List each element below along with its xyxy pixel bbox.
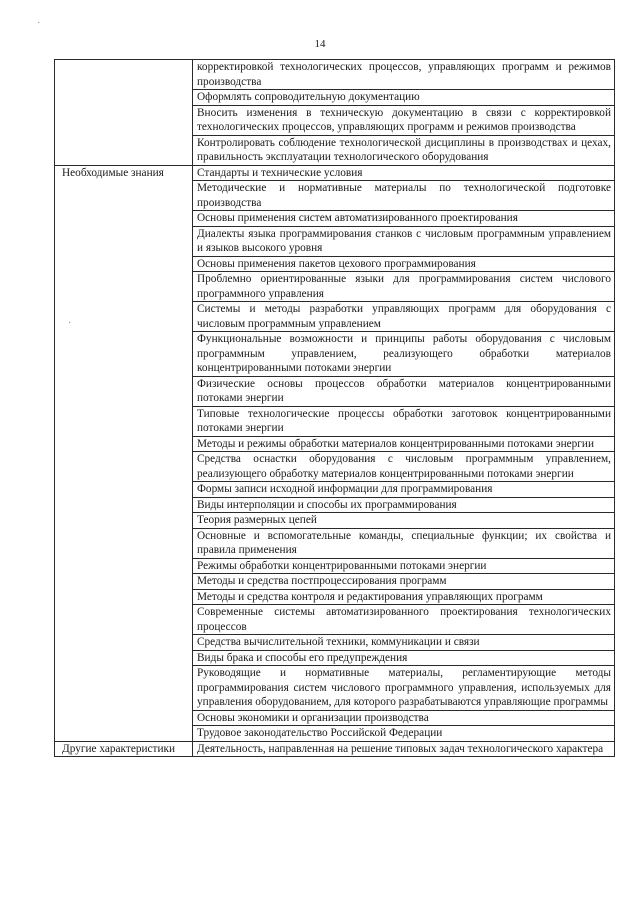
- section-label: Другие характеристики: [55, 741, 193, 757]
- section-label: Необходимые знания: [55, 165, 193, 741]
- qualification-table: [54, 59, 615, 757]
- requirement-item: Режимы обработки концентрированными потоками энергии: [193, 558, 615, 574]
- requirement-item: Теория размерных цепей: [193, 513, 615, 529]
- requirement-item: Функциональные возможности и принципы работы оборудования с числовым программным управлением, реализующего обработки материалов концентрированными потоками энергии: [193, 332, 615, 377]
- requirement-item: Методы и средства постпроцессирования программ: [193, 574, 615, 590]
- page-number: 14: [314, 38, 326, 50]
- requirement-item: Типовые технологические процессы обработки заготовок концентрированными потоками энергии: [193, 406, 615, 436]
- requirement-item: Методы и средства контроля и редактирования управляющих программ: [193, 589, 615, 605]
- requirement-item: Деятельность, направленная на решение типовых задач технологического характера: [193, 741, 615, 757]
- requirement-item: Основы экономики и организации производства: [193, 710, 615, 726]
- table-row: [55, 741, 615, 757]
- requirement-item: Оформлять сопроводительную документацию: [193, 90, 615, 106]
- requirement-item: Руководящие и нормативные материалы, регламентирующие методы программирования систем числового программного управления, используемых для управления оборудованием, для которого разрабатываются управляющие программы: [193, 666, 615, 711]
- scan-speck: ·: [37, 18, 41, 29]
- requirement-item: Методы и режимы обработки материалов концентрированными потоками энергии: [193, 436, 615, 452]
- requirement-item: Средства вычислительной техники, коммуникации и связи: [193, 635, 615, 651]
- requirement-item: Средства оснастки оборудования с числовым программным управлением, реализующего обработку материалов концентрированными потоками энергии: [193, 452, 615, 482]
- table-body: [55, 60, 615, 757]
- requirement-item: корректировкой технологических процессов, управляющих программ и режимов производства: [193, 60, 615, 90]
- requirement-item: Проблемно ориентированные языки для программирования систем числового программного управления: [193, 272, 615, 302]
- requirement-item: Трудовое законодательство Российской Федерации: [193, 726, 615, 742]
- section-label: [55, 60, 193, 166]
- scan-speck: ·: [68, 318, 72, 329]
- requirement-item: Диалекты языка программирования станков с числовым программным управлением и языков высокого уровня: [193, 226, 615, 256]
- table-row: [55, 165, 615, 181]
- requirement-item: Стандарты и технические условия: [193, 165, 615, 181]
- requirement-item: Контролировать соблюдение технологической дисциплины в производствах и цехах, правильность эксплуатации технологического оборудования: [193, 135, 615, 165]
- requirement-item: Основы применения систем автоматизированного проектирования: [193, 211, 615, 227]
- requirement-item: Основы применения пакетов цехового программирования: [193, 256, 615, 272]
- requirement-item: Виды брака и способы его предупреждения: [193, 650, 615, 666]
- requirement-item: Современные системы автоматизированного проектирования технологических процессов: [193, 605, 615, 635]
- requirement-item: Формы записи исходной информации для программирования: [193, 482, 615, 498]
- requirement-item: Методические и нормативные материалы по технологической подготовке производства: [193, 181, 615, 211]
- requirement-item: Основные и вспомогательные команды, специальные функции; их свойства и правила применения: [193, 528, 615, 558]
- requirement-item: Вносить изменения в техническую документацию в связи с корректировкой технологических процессов, управляющих программ и режимов производства: [193, 105, 615, 135]
- requirement-item: Системы и методы разработки управляющих программ для оборудования с числовым программным управлением: [193, 302, 615, 332]
- requirement-item: Виды интерполяции и способы их программирования: [193, 497, 615, 513]
- table-row: [55, 60, 615, 90]
- requirement-item: Физические основы процессов обработки материалов концентрированными потоками энергии: [193, 376, 615, 406]
